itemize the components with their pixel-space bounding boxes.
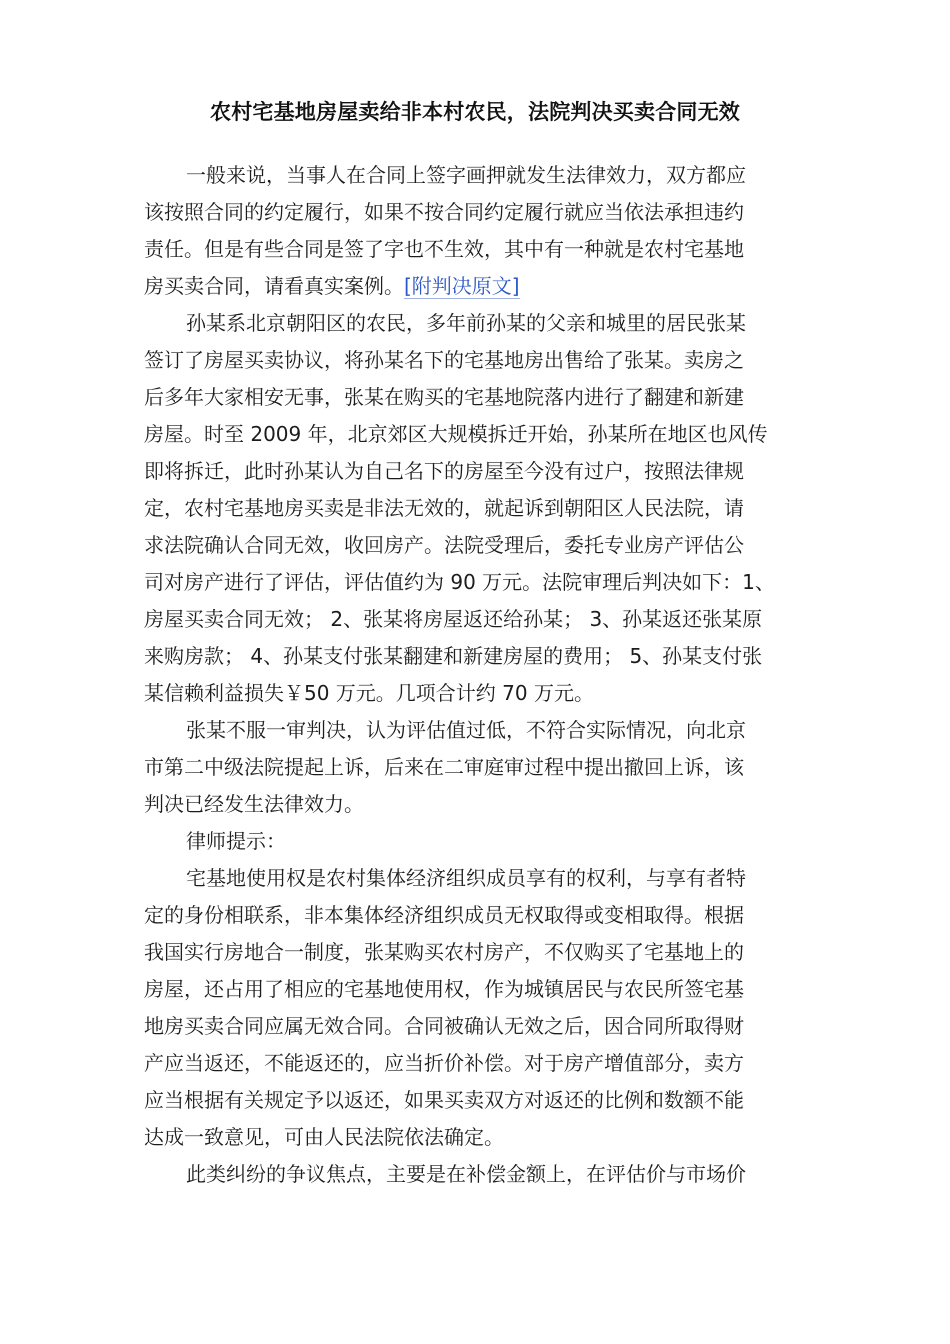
document-body [144,157,796,1193]
paragraph-case: 孙某系北京朝阳区的农民，多年前孙某的父亲和城里的居民张某 签订了房屋买卖协议，将孙某名下的宅基地房出售给了张某。卖房之 后多年大家相安无事，张某在购买的宅基地院落内进行了翻建和新建 房屋。时至 2009 年，北京郊区大规模拆迁开始，孙某所在地区也风传 即将拆迁，此时孙某认为自己名下的房屋至今没有过户，按照法律规 定，农村宅基地房买卖是非法无效的，就起诉到朝阳区人民法院，请 求法院确认合同无效，收回房产。法院受理后，委托专业房产评估公 司对房产进行了评估，评估值约为 90 万元。法院审理后判决如下：1、 房屋买卖合同无效； 2、张某将房屋返还给孙某； 3、孙某返还张某原 来购房款； 4、孙某支付张某翻建和新建房屋的费用； 5、孙某支付张 某信赖利益损失￥50 万元。几项合计约 70 万元。 [144,311,775,705]
paragraph-intro-text: 一般来说，当事人在合同上签字画押就发生法律效力，双方都应 该按照合同的约定履行，如果不按合同约定履行就应当依法承担违约 责任。但是有些合同是签了字也不生效，其中有一种就是农村宅基地 房买卖合同，请看真实案例。 [144,163,746,298]
paragraph-dispute-focus: 此类纠纷的争议焦点，主要是在补偿金额上，在评估价与市场价 [186,1162,746,1186]
paragraph-legal-analysis: 宅基地使用权是农村集体经济组织成员享有的权利，与享有者特 定的身份相联系，非本集体经济组织成员无权取得或变相取得。根据 我国实行房地合一制度，张某购买农村房产，不仅购买了宅基地上的 房屋，还占用了相应的宅基地使用权，作为城镇居民与农民所签宅基 地房买卖合同应属无效合同。合同被确认无效之后，因合同所取得财 产应当返还，不能返还的，应当折价补偿。对于房产增值部分，卖方 应当根据有关规定予以返还，如果买卖双方对返还的比例和数额不能 达成一致意见，可由人民法院依法确定。 [144,866,746,1149]
attached-judgment-link[interactable]: [附判决原文] [404,274,520,298]
paragraph-appeal: 张某不服一审判决，认为评估值过低，不符合实际情况，向北京 市第二中级法院提起上诉，后来在二审庭审过程中提出撤回上诉，该 判决已经发生法律效力。 [144,718,746,816]
document-title: 农村宅基地房屋卖给非本村农民，法院判决买卖合同无效 [210,100,740,124]
lawyer-tip-heading: 律师提示： [186,829,286,853]
paragraph-intro [144,157,796,305]
